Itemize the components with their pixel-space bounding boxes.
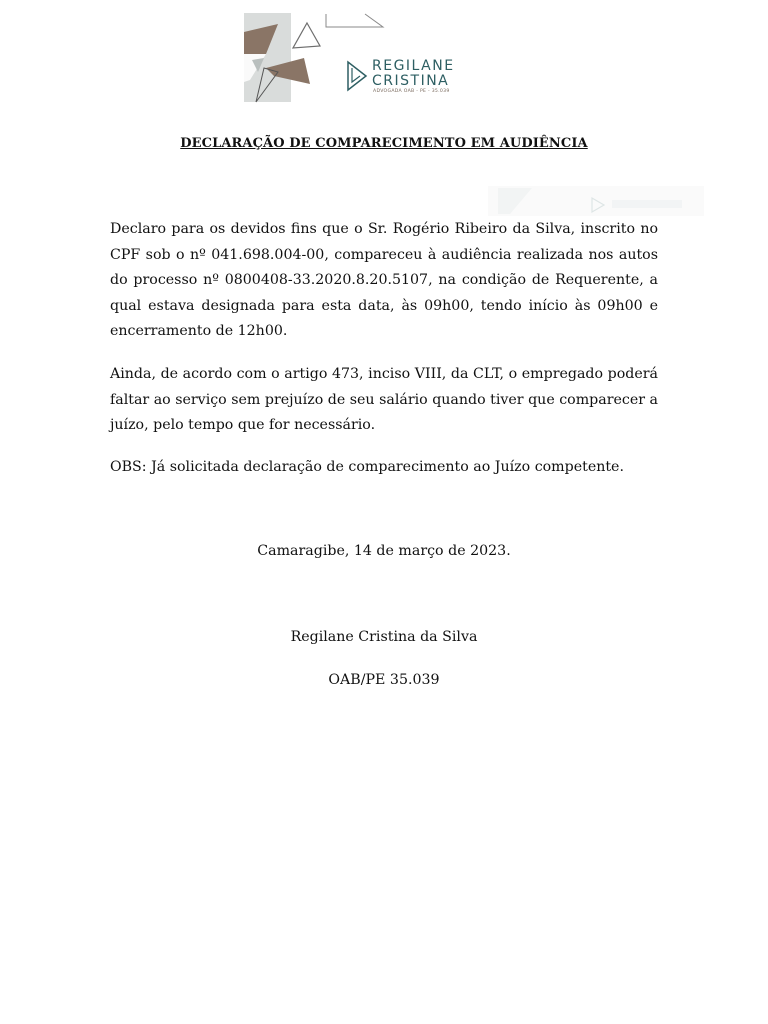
body-paragraph-declaration: Declaro para os devidos fins que o Sr. Rogério Ribeiro da Silva, inscrito no CPF sob o nº 041.698.004-00, compareceu à audiência realizada nos autos do processo nº 0800408-33.2020.8.20.5107, na condição de Requerente, a qual estava designada para esta data, às 09h00, tendo início às 09h00 e encerramento de 12h00. [110,221,658,340]
logo-subtitle: ADVOGADA OAB - PE - 35.039 [373,89,450,94]
logo-title-line2: CRISTINA [372,73,450,89]
place-and-date: Camaragibe, 14 de março de 2023. [257,543,511,559]
document-title: DECLARAÇÃO DE COMPARECIMENTO EM AUDIÊNCIA [180,136,588,151]
signer-name: Regilane Cristina da Silva [290,629,478,645]
faded-logo-watermark [488,186,704,216]
letterhead-logo [244,10,460,104]
logo-title-line1: REGILANE [372,58,455,74]
watermark-icon [488,186,704,216]
body-paragraph-clt-note: Ainda, de acordo com o artigo 473, inciso VIII, da CLT, o empregado poderá faltar ao serviço sem prejuízo de seu salário quando tiver que comparecer a juízo, pelo tempo que for necessário. [110,366,658,434]
body-paragraph-obs: OBS: Já solicitada declaração de comparecimento ao Juízo competente. [110,459,624,475]
signer-registration: OAB/PE 35.039 [328,672,440,688]
